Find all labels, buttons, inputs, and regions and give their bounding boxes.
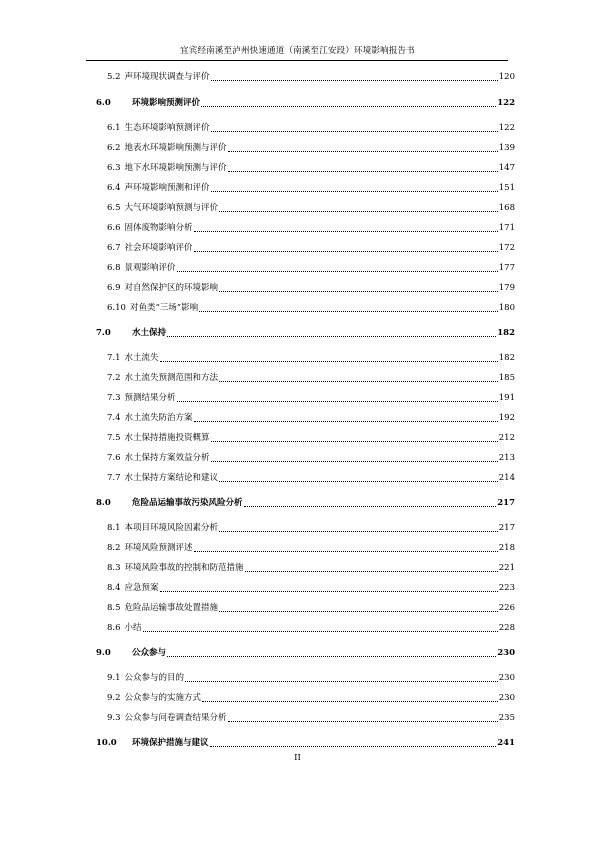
toc-entry-number: 7.7	[107, 473, 121, 483]
toc-entry-page: 168	[498, 203, 515, 213]
toc-entry[interactable]	[107, 563, 515, 574]
toc-entry-page: 223	[498, 583, 515, 593]
dot-leader	[219, 481, 498, 482]
toc-entry[interactable]	[96, 98, 515, 109]
toc-entry-page: 122	[498, 123, 515, 133]
toc-entry-number: 10.0	[96, 738, 117, 748]
toc-entry-number: 6.2	[107, 143, 121, 153]
toc-entry-title: 声环境影响预测和评价	[124, 183, 210, 193]
toc-entry-title: 对鱼类“三场”影响	[129, 303, 199, 313]
dot-leader	[160, 591, 498, 592]
toc-entry-page: 171	[498, 223, 515, 233]
dot-leader	[201, 106, 496, 107]
dot-leader	[185, 681, 498, 682]
toc-entry[interactable]	[107, 543, 515, 554]
toc-entry-number: 6.9	[107, 283, 121, 293]
toc-entry-page: 192	[498, 413, 515, 423]
toc-entry[interactable]	[107, 693, 515, 704]
dot-leader	[167, 656, 496, 657]
running-header: 宜宾经南溪至泸州快速通道（南溪至江安段）环境影响报告书	[180, 46, 415, 56]
toc-entry-title: 应急预案	[124, 583, 159, 593]
toc-entry[interactable]	[107, 473, 515, 484]
dot-leader	[177, 401, 498, 402]
toc-entry-number: 7.6	[107, 453, 121, 463]
toc-entry[interactable]	[107, 72, 515, 83]
toc-entry-page: 217	[497, 498, 515, 508]
toc-entry-page: 214	[498, 473, 515, 483]
dot-leader	[219, 381, 498, 382]
toc-entry-title: 预测结果分析	[124, 393, 176, 403]
toc-entry-title: 社会环境影响评价	[124, 243, 193, 253]
toc-entry-number: 8.3	[107, 563, 121, 573]
toc-entry-title: 小结	[124, 623, 142, 633]
toc-entry-title: 公众参与的实施方式	[124, 693, 202, 703]
toc-entry-page: 213	[498, 453, 515, 463]
dot-leader	[211, 441, 498, 442]
toc-entry-title: 公众参与的目的	[124, 673, 185, 683]
toc-entry-number: 8.5	[107, 603, 121, 613]
toc-entry-page: 122	[497, 98, 515, 108]
toc-entry-title: 水土保持	[132, 328, 167, 338]
toc-entry-page: 180	[498, 303, 515, 313]
toc-entry[interactable]	[107, 393, 515, 404]
toc-entry[interactable]	[107, 263, 515, 274]
dot-leader	[202, 701, 498, 702]
toc-entry-page: 230	[497, 648, 515, 658]
toc-entry-number: 7.2	[107, 373, 121, 383]
toc-entry-title: 大气环境影响预测与评价	[124, 203, 219, 213]
dot-leader	[167, 336, 496, 337]
toc-entry-number: 8.4	[107, 583, 121, 593]
toc-entry-page: 235	[498, 713, 515, 723]
dot-leader	[210, 746, 497, 747]
toc-entry[interactable]	[107, 183, 515, 194]
toc-entry-number: 9.1	[107, 673, 121, 683]
dot-leader	[160, 361, 498, 362]
dot-leader	[177, 271, 498, 272]
toc-entry-title: 公众参与	[132, 648, 167, 658]
toc-entry-title: 环境保护措施与建议	[132, 738, 209, 748]
dot-leader	[228, 151, 498, 152]
dot-leader	[228, 721, 498, 722]
toc-entry-number: 7.0	[96, 328, 111, 338]
toc-entry-page: 120	[498, 72, 515, 82]
toc-entry-title: 对自然保护区的环境影响	[124, 283, 219, 293]
dot-leader	[219, 531, 498, 532]
toc-entry-title: 声环境现状调查与评价	[124, 72, 210, 82]
toc-entry-title: 水土保持措施投资概算	[124, 433, 210, 443]
toc-entry-page: 179	[498, 283, 515, 293]
toc-entry-page: 228	[498, 623, 515, 633]
toc-entry[interactable]	[96, 498, 515, 509]
toc-entry-number: 9.2	[107, 693, 121, 703]
toc-entry[interactable]	[107, 303, 515, 314]
toc-entry-number: 8.6	[107, 623, 121, 633]
toc-entry-number: 6.4	[107, 183, 121, 193]
toc-entry[interactable]	[107, 603, 515, 614]
toc-entry-page: 151	[498, 183, 515, 193]
toc-entry[interactable]	[96, 738, 515, 749]
toc-entry[interactable]	[107, 453, 515, 464]
toc-entry-page: 182	[497, 328, 515, 338]
dot-leader	[194, 551, 498, 552]
toc-entry-page: 172	[498, 243, 515, 253]
toc-entry-title: 水土流失防治方案	[124, 413, 193, 423]
toc-entry-page: 230	[498, 693, 515, 703]
toc-entry-number: 6.0	[96, 98, 111, 108]
dot-leader	[244, 506, 497, 507]
toc-entry-title: 环境影响预测评价	[132, 98, 201, 108]
dot-leader	[194, 251, 498, 252]
dot-leader	[194, 421, 498, 422]
toc-entry-number: 8.0	[96, 498, 111, 508]
toc-entry-title: 水土流失预测范围和方法	[124, 373, 219, 383]
toc-entry-page: 185	[498, 373, 515, 383]
dot-leader	[219, 211, 498, 212]
toc-entry[interactable]	[107, 523, 515, 534]
dot-leader	[219, 611, 498, 612]
dot-leader	[211, 131, 498, 132]
toc-entry[interactable]	[107, 583, 515, 594]
toc-entry-title: 地表水环境影响预测与评价	[124, 143, 227, 153]
toc-entry[interactable]	[107, 243, 515, 254]
toc-entry-title: 水土流失	[124, 353, 159, 363]
dot-leader	[194, 231, 498, 232]
toc-entry-page: 241	[497, 738, 515, 748]
toc-entry-title: 危险品运输事故处置措施	[124, 603, 219, 613]
toc-entry-title: 地下水环境影响预测与评价	[124, 163, 227, 173]
toc-entry-title: 生态环境影响预测评价	[124, 123, 210, 133]
toc-entry-page: 230	[498, 673, 515, 683]
header-rule	[86, 60, 508, 61]
toc-entry-number: 9.3	[107, 713, 121, 723]
toc-entry[interactable]	[96, 648, 515, 659]
dot-leader	[245, 571, 498, 572]
toc-entry-title: 本项目环境风险因素分析	[124, 523, 219, 533]
toc-entry-number: 7.4	[107, 413, 121, 423]
toc-entry-title: 景观影响评价	[124, 263, 176, 273]
toc-entry-number: 7.3	[107, 393, 121, 403]
toc-entry[interactable]	[107, 163, 515, 174]
toc-entry-number: 7.1	[107, 353, 121, 363]
toc-entry-title: 水土保持方案结论和建议	[124, 473, 219, 483]
toc-entry-number: 6.10	[107, 303, 126, 313]
toc-entry-title: 环境风险事故的控制和防范措施	[124, 563, 244, 573]
toc-entry-page: 182	[498, 353, 515, 363]
toc-entry-number: 6.3	[107, 163, 121, 173]
page-number: II	[294, 753, 301, 763]
toc-entry[interactable]	[107, 353, 515, 364]
toc-entry-page: 177	[498, 263, 515, 273]
toc-entry[interactable]	[107, 673, 515, 684]
dot-leader	[228, 171, 498, 172]
toc-entry[interactable]	[107, 203, 515, 214]
toc-entry[interactable]	[107, 223, 515, 234]
toc-entry-number: 6.5	[107, 203, 121, 213]
toc-entry[interactable]	[107, 433, 515, 444]
toc-entry[interactable]	[107, 623, 515, 634]
toc-entry-title: 水土保持方案效益分析	[124, 453, 210, 463]
toc-entry-page: 218	[498, 543, 515, 553]
toc-entry-title: 固体废物影响分析	[124, 223, 193, 233]
toc-entry-number: 6.8	[107, 263, 121, 273]
toc-entry[interactable]	[107, 123, 515, 134]
toc-entry-number: 6.7	[107, 243, 121, 253]
toc-entry[interactable]	[107, 413, 515, 424]
toc-entry[interactable]	[107, 373, 515, 384]
toc-entry-number: 5.2	[107, 72, 121, 82]
toc-entry-number: 8.2	[107, 543, 121, 553]
toc-entry-page: 221	[498, 563, 515, 573]
dot-leader	[143, 631, 498, 632]
toc-entry-number: 6.1	[107, 123, 121, 133]
dot-leader	[211, 80, 498, 81]
dot-leader	[219, 291, 498, 292]
toc-entry-number: 7.5	[107, 433, 121, 443]
toc-entry-page: 147	[498, 163, 515, 173]
toc-entry-page: 139	[498, 143, 515, 153]
toc-entry-number: 6.6	[107, 223, 121, 233]
dot-leader	[199, 311, 498, 312]
toc-entry[interactable]	[107, 713, 515, 724]
toc-entry-title: 环境风险预测评述	[124, 543, 193, 553]
toc-entry-page: 191	[498, 393, 515, 403]
toc-entry-title: 公众参与问卷调查结果分析	[124, 713, 227, 723]
toc-entry[interactable]	[107, 143, 515, 154]
toc-entry-number: 9.0	[96, 648, 111, 658]
toc-entry[interactable]	[96, 328, 515, 339]
toc-entry-title: 危险品运输事故污染风险分析	[132, 498, 243, 508]
toc-entry-page: 226	[498, 603, 515, 613]
dot-leader	[211, 461, 498, 462]
dot-leader	[211, 191, 498, 192]
toc-entry-page: 217	[498, 523, 515, 533]
toc-entry-page: 212	[498, 433, 515, 443]
toc-entry-number: 8.1	[107, 523, 121, 533]
toc-entry[interactable]	[107, 283, 515, 294]
